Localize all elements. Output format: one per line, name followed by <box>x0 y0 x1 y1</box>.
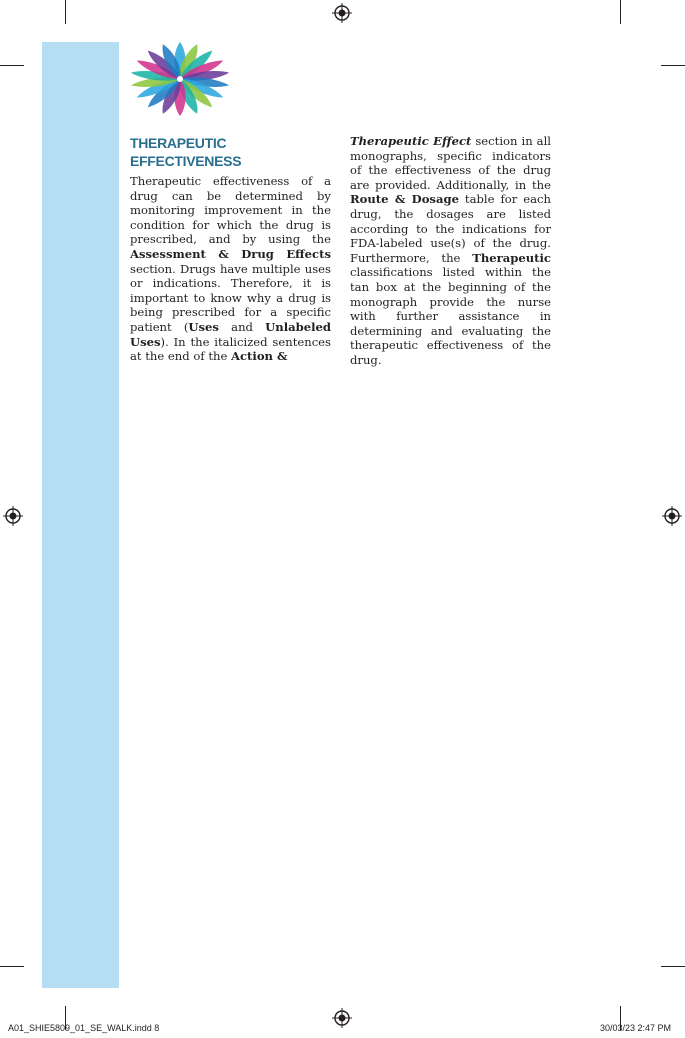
registration-mark-icon <box>332 1008 352 1028</box>
body-text: section in all monographs, specific indicators of the effectiveness of the drug are provided. Additionally, in the <box>350 134 551 192</box>
body-text: ). In the italicized sentences at the end of the <box>130 334 331 364</box>
bold-term: Therapeutic <box>472 250 551 265</box>
body-text: and <box>218 319 266 334</box>
logo-center <box>177 76 183 82</box>
bold-term: Action & <box>231 349 288 364</box>
sidebar-band <box>42 42 119 988</box>
bold-italic-term: Therapeutic Effect <box>350 134 472 148</box>
slug-datetime: 30/03/23 2:47 PM <box>599 1023 671 1033</box>
section-heading: THERAPEUTIC EFFECTIVENESS <box>130 135 242 169</box>
slug-filename: A01_SHIE5809_01_SE_WALK.indd 8 <box>8 1023 160 1033</box>
body-text: Therapeutic effectiveness of a drug can be determined by monitoring improvement in the condition for which the drug is prescribed, and by using the <box>130 174 331 247</box>
crop-mark <box>0 966 24 967</box>
body-text: classifications listed within the tan box at the beginning of the monograph provide the nurse with further assistance in determining and evaluating the therapeutic effectiveness of the drug. <box>350 265 551 367</box>
registration-mark-icon <box>662 506 682 526</box>
registration-mark-icon <box>3 506 23 526</box>
bold-term: Unlabeled Uses <box>130 319 331 349</box>
crop-mark <box>661 65 685 66</box>
bold-term: Assessment & Drug Effects <box>130 246 331 261</box>
text-column-left <box>130 134 331 364</box>
crop-mark <box>661 966 685 967</box>
crop-mark <box>65 0 66 24</box>
registration-mark-icon <box>332 3 352 23</box>
body-text: section. Drugs have multiple uses or indications. Therefore, it is important to know why a drug is being prescribed for a specific patient ( <box>130 261 331 334</box>
crop-mark <box>0 65 24 66</box>
text-column-right <box>350 134 551 368</box>
bold-term: Uses <box>188 319 219 334</box>
starburst-logo-icon <box>128 40 232 118</box>
bold-term: Route & Dosage <box>350 192 459 207</box>
crop-mark <box>620 0 621 24</box>
body-text: table for each drug, the dosages are listed according to the indications for FDA-labeled use(s) of the drug. Furthermore, the <box>350 192 551 265</box>
